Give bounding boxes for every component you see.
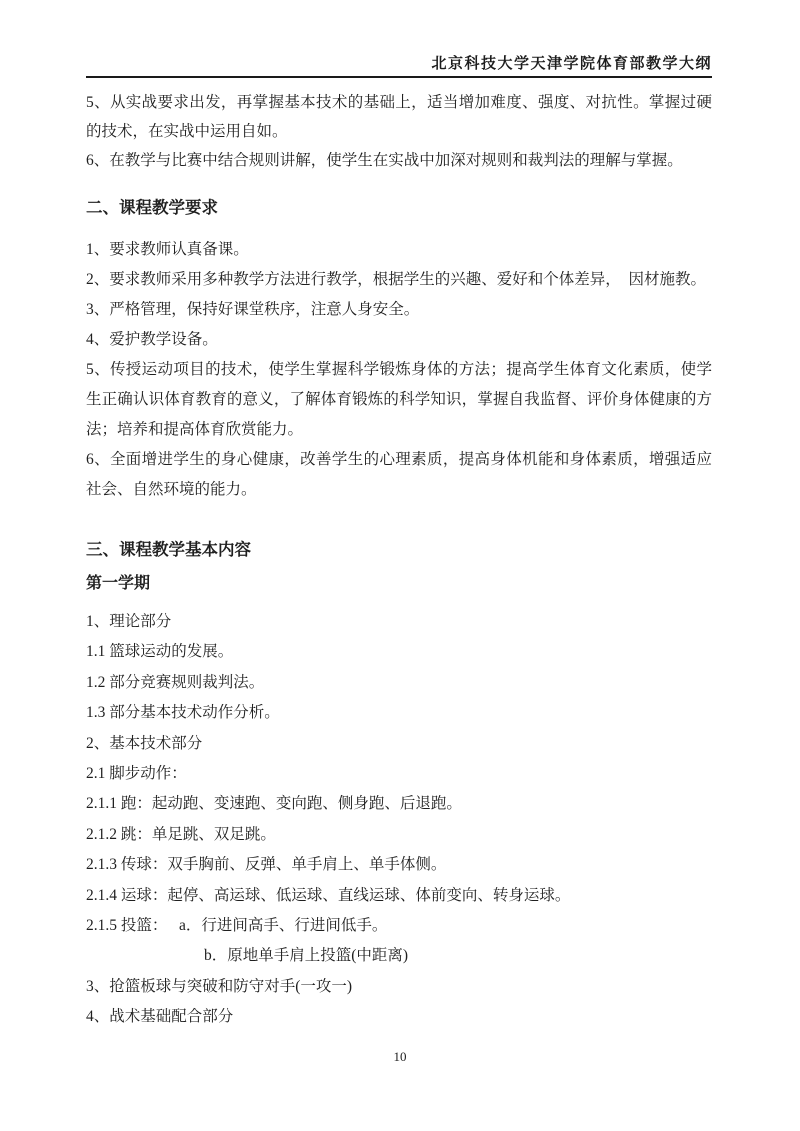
content-item-2-1-4: 2.1.4 运球：起停、高运球、低运球、直线运球、体前变向、转身运球。	[86, 886, 571, 904]
requirement-item-3: 3、严格管理，保持好课堂秩序，注意人身安全。	[86, 301, 420, 318]
page-header	[86, 0, 712, 78]
content-item-tactics: 4、战术基础配合部分	[86, 1008, 234, 1026]
content-item-theory: 1、理论部分	[86, 613, 172, 630]
requirement-item-1: 1、要求教师认真备课。	[86, 241, 249, 258]
content-item-2-1-2: 2.1.2 跳：单足跳、双足跳。	[86, 825, 276, 843]
section3-heading: 三、课程教学基本内容	[86, 540, 251, 559]
intro-paragraph-6: 6、在教学与比赛中结合规则讲解，使学生在实战中加深对规则和裁判法的理解与掌握。	[86, 152, 683, 169]
content-item-rebound: 3、抢篮板球与突破和防守对手(一攻一)	[86, 977, 353, 995]
header-title: 北京科技大学天津学院体育部教学大纲	[431, 56, 712, 72]
content-item-2-1-5a: 2.1.5 投篮： a．行进间高手、行进间低手。	[86, 917, 388, 935]
content-item-2-1-3: 2.1.3 传球：双手胸前、反弹、单手肩上、单手体侧。	[86, 856, 447, 874]
section2-heading: 二、课程教学要求	[86, 198, 218, 217]
requirement-item-5: 5、传授运动项目的技术，使学生掌握科学锻炼身体的方法；提高学生体育文化素质，使学生正确认识体育教育的意义，了解体育锻炼的科学知识，掌握自我监督、评价身体健康的方法；培养和提高体育欣赏能力。	[86, 361, 712, 438]
section2-items	[86, 235, 712, 505]
content-item-1-1: 1.1 篮球运动的发展。	[86, 643, 234, 661]
intro-paragraph-5: 5、从实战要求出发，再掌握基本技术的基础上，适当增加难度、强度、对抗性。掌握过硬的技术，在实战中运用自如。	[86, 94, 712, 140]
content-item-1-3: 1.3 部分基本技术动作分析。	[86, 704, 280, 722]
intro-paragraphs	[86, 88, 712, 175]
content-item-2-1: 2.1 脚步动作：	[86, 765, 187, 783]
section3-items	[86, 607, 712, 1033]
content-item-2-1-5b: b．原地单手肩上投篮(中距离)	[204, 947, 409, 965]
content-item-1-2: 1.2 部分竞赛规则裁判法。	[86, 673, 265, 691]
requirement-item-2: 2、要求教师采用多种教学方法进行教学，根据学生的兴趣、爱好和个体差异， 因材施教。	[86, 271, 707, 288]
semester-heading: 第一学期	[86, 575, 151, 592]
doc-body	[86, 78, 712, 1033]
page-number: 10	[393, 1049, 407, 1064]
requirement-item-6: 6、全面增进学生的身心健康，改善学生的心理素质，提高身体机能和身体素质，增强适应社会、自然环境的能力。	[86, 451, 712, 498]
requirement-item-4: 4、爱护教学设备。	[86, 331, 218, 348]
content-item-2-1-1: 2.1.1 跑：起动跑、变速跑、变向跑、侧身跑、后退跑。	[86, 795, 462, 813]
content-item-basic-tech: 2、基本技术部分	[86, 734, 203, 752]
